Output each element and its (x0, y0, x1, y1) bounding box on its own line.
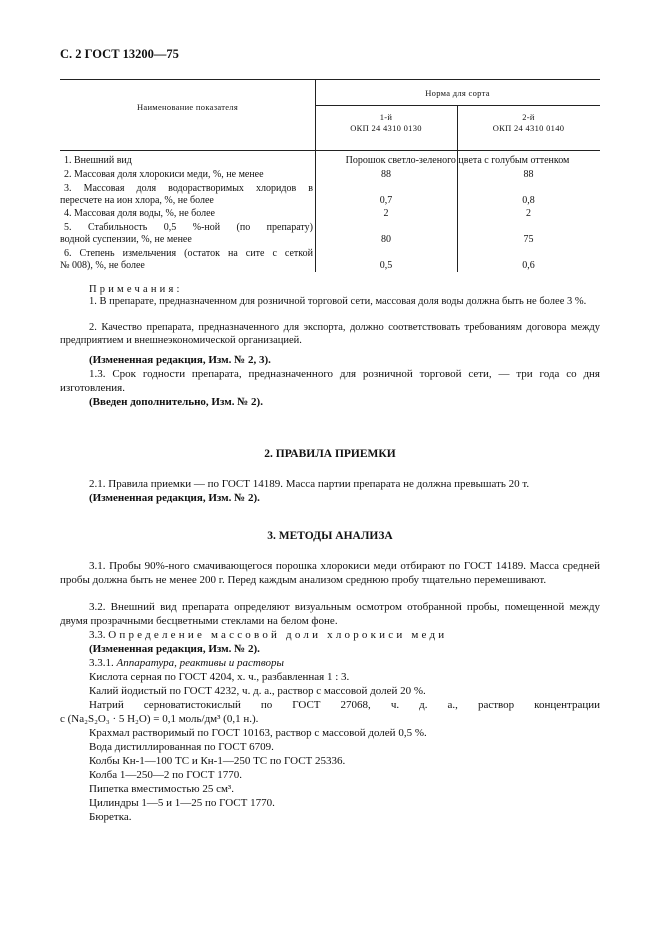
page-header: С. 2 ГОСТ 13200—75 (60, 47, 179, 61)
reagent-item: Кислота серная по ГОСТ 4204, х. ч., разбавленная 1 : 3. (89, 671, 350, 683)
table-row-name-line1: 6. Степень измельчения (остаток на сите с сеткой (64, 248, 313, 259)
table-header-bottom-rule (60, 150, 600, 151)
reagent-natrium-line2: c (Na₂S₂O₃ · 5 H₂O) = 0,1 моль/дм³ (0,1 н.). (60, 713, 259, 725)
section-3-title: 3. МЕТОДЫ АНАЛИЗА (267, 530, 393, 542)
grade1-label: 1-й (379, 112, 393, 122)
reagent-item: Крахмал растворимый по ГОСТ 10163, раствор с массовой долей 0,5 %. (89, 727, 427, 739)
table-row-name-line2: водной суспензии, %, не менее (60, 234, 192, 245)
table-cell-grade2: 88 (523, 169, 534, 180)
table-cell-grade2: 2 (526, 208, 531, 219)
note-1: 1. В препарате, предназначенном для розничной торговой сети, массовая доля воды должна быть не более 3 %. (89, 296, 587, 307)
table-header-norm: Норма для сорта (425, 88, 490, 98)
edit-note: (Измененная редакция, Изм. № 2, 3). (89, 354, 271, 366)
paragraph-2-1: 2.1. Правила приемки — по ГОСТ 14189. Масса партии препарата не должна превышать 20 т. (89, 478, 530, 490)
reagent-item: Вода дистиллированная по ГОСТ 6709. (89, 741, 274, 753)
table-header-name: Наименование показателя (136, 102, 239, 112)
apparatus-item: Колбы Кн-1—100 ТС и Кн-1—250 ТС по ГОСТ 25336. (89, 755, 346, 767)
table-top-rule (60, 79, 600, 80)
reagent-item: Калий йодистый по ГОСТ 4232, ч. д. а., раствор с массовой долей 20 %. (89, 685, 426, 697)
table-row-name: 1. Внешний вид (64, 155, 132, 166)
table-header-grade1 (315, 112, 457, 134)
table-cell-grade1: 0,5 (379, 260, 393, 271)
section-2-title: 2. ПРАВИЛА ПРИЕМКИ (264, 448, 396, 460)
paragraph-3-3-number: 3.3. (89, 629, 106, 641)
paragraph-1-3: 1.3. Срок годности препарата, предназначенного для розничной торговой сети, — три года со дня изготовления. (60, 368, 600, 394)
paragraph-3-3-1 (89, 657, 284, 671)
table-row-name: 2. Массовая доля хлорокиси меди, %, не менее (64, 169, 264, 180)
reagent-natrium-line1: Натрий серноватистокислый по ГОСТ 27068, ч. д. а., раствор концентрации (89, 699, 600, 711)
section-2-edit-note: (Измененная редакция, Изм. № 2). (89, 492, 260, 504)
table-row-name-line2: № 008), %, не более (60, 260, 145, 271)
table-header-grade2 (457, 112, 600, 134)
table-cell-grade2: 75 (523, 234, 534, 245)
notes-title: Примечания: (89, 284, 183, 295)
table-cell-grade1: 2 (383, 208, 389, 219)
table-row-name-line1: 3. Массовая доля водорастворимых хлоридов в (64, 183, 313, 194)
table-cell-grade2: 0,6 (522, 260, 535, 271)
apparatus-item: Бюретка. (89, 811, 132, 823)
table-row-name-line1: 5. Стабильность 0,5 %-ной (по препарату) (64, 222, 313, 233)
table-row-name-line2: пересчете на ион хлора, %, не более (60, 195, 214, 206)
apparatus-item: Колба 1—250—2 по ГОСТ 1770. (89, 769, 242, 781)
table-row-span-value: Порошок светло-зеленого цвета с голубым оттенком (345, 155, 570, 166)
grade2-okp: ОКП 24 4310 0140 (492, 123, 565, 133)
grade2-label: 2-й (522, 112, 535, 122)
grade1-okp: ОКП 24 4310 0130 (350, 123, 422, 133)
table-cell-grade1: 0,7 (379, 195, 393, 206)
paragraph-3-3 (89, 629, 447, 643)
note-2: 2. Качество препарата, предназначенного для экспорта, должно соответствовать требованиям договора между предприятием и внешнеэкономической организацией. (60, 322, 600, 346)
table-cell-grade1: 88 (381, 169, 391, 180)
table-cell-grade2: 0,8 (522, 195, 535, 206)
table-cell-grade1: 80 (381, 234, 391, 245)
paragraph-3-2: 3.2. Внешний вид препарата определяют визуальным осмотром отобранной пробы, помещенной между двумя прозрачными бесцветными стеклами на белом фоне. (60, 601, 600, 627)
paragraph-3-3-edit-note: (Измененная редакция, Изм. № 2). (89, 643, 260, 655)
paragraph-3-3-title: Определение массовой доли хлорокиси меди (108, 629, 448, 641)
table-row-name: 4. Массовая доля воды, %, не более (64, 208, 215, 219)
apparatus-item: Пипетка вместимостью 25 см³. (89, 783, 234, 795)
apparatus-item: Цилиндры 1—5 и 1—25 по ГОСТ 1770. (89, 797, 275, 809)
added-note: (Введен дополнительно, Изм. № 2). (89, 396, 263, 408)
paragraph-3-3-1-number: 3.3.1. (89, 657, 114, 669)
paragraph-3-1: 3.1. Пробы 90%-ного смачивающегося порошка хлорокиси меди отбирают по ГОСТ 14189. Масса средней пробы должна быть не менее 200 г. Перед каждым анализом среднюю пробу тщательно перемешивают. (60, 560, 600, 586)
paragraph-3-3-1-title: Аппаратура, реактивы и растворы (116, 657, 284, 669)
